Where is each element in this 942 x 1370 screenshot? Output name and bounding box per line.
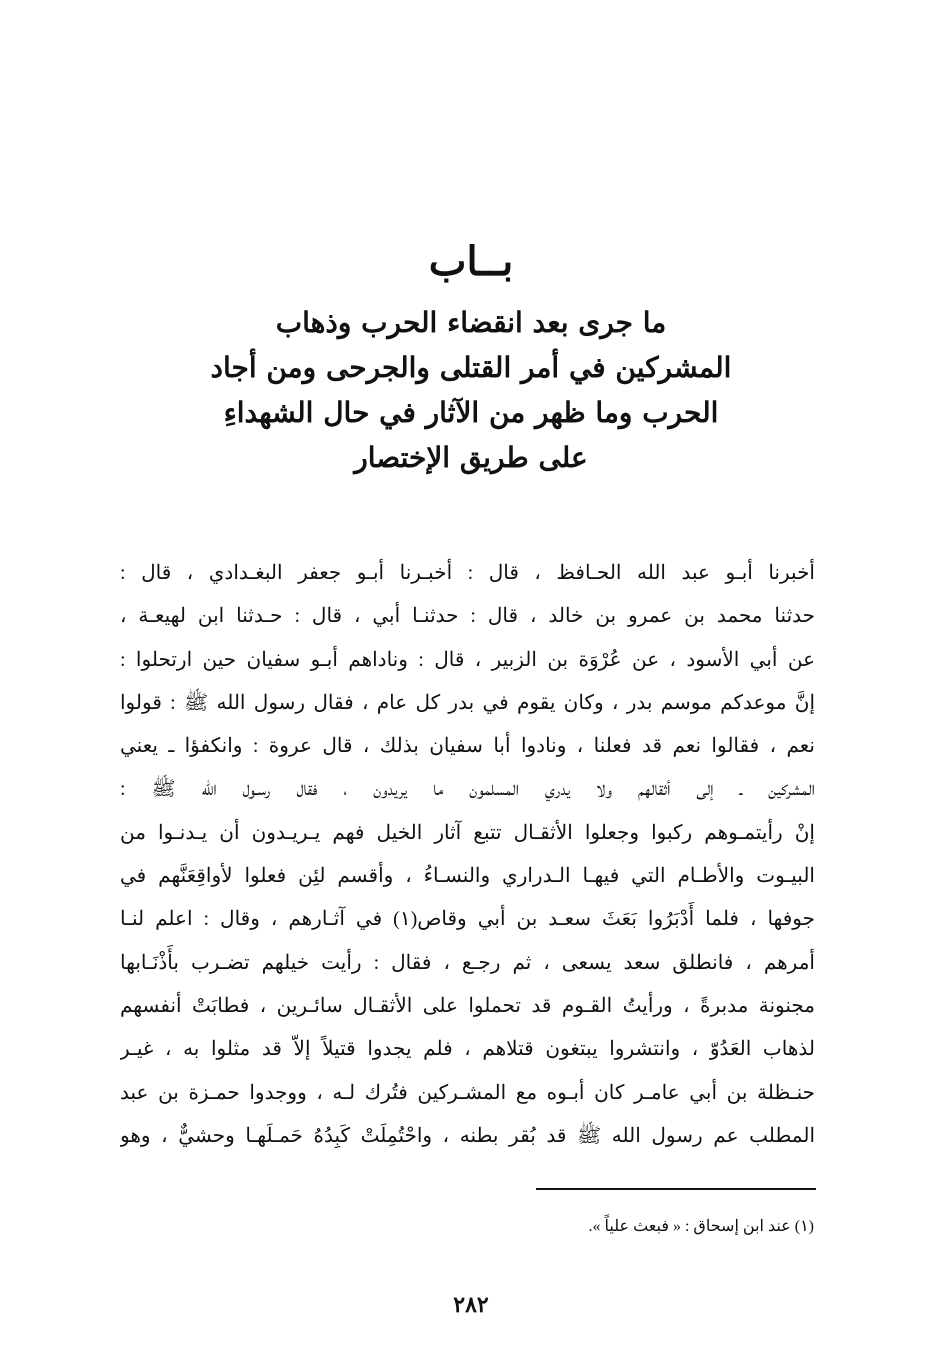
text-line: جوفها ، فلما أَدْبَرُوا بَعَثَ سعـد بن أبي وقاص(١) في آثـارهم ، وقال : اعلم لنـا <box>120 908 815 931</box>
text-line: أمرهم ، فانطلق سعد يسعى ، ثم رجـع ، فقال : رأيت خيلهم تضـرب بأَذْنَـابها <box>120 951 815 974</box>
text-line: أخبرنا أبـو عبد الله الحـافظ ، قال : أخبـرنا أبـو جعفر البغـدادي ، قال : <box>120 562 815 584</box>
text-line: نعم ، فقالوا نعم قد فعلنا ، ونادوا أبا سفيان بذلك ، قال عروة : وانكفؤا ـ يعني <box>120 735 815 758</box>
text-line: عن أبي الأسود ، عن عُرْوَة بن الزبير ، قال : وناداهم أبـو سفيان حين ارتحلوا : <box>120 648 815 671</box>
page-number: ٢٨٢ <box>453 1292 489 1318</box>
text-line: البيـوت والأطـام التي فيهـا الـدراري والنسـاءُ ، وأقسم لئِن فعلوا لأواقِعَنَّهم في <box>120 865 815 888</box>
footnote-divider <box>536 1188 816 1190</box>
body-paragraph <box>120 552 815 1158</box>
text-line: المطلب عم رسول الله ﷺ قد بُقر بطنه ، واحْتُمِلَتْ كَبِدُهُ حَمـلَهـا وحشيٌّ ، وهو <box>120 1124 815 1147</box>
chapter-title-line: المشركين في أمر القتلى والجرحى ومن أجاد <box>210 351 732 384</box>
text-line: حدثنا محمد بن عمرو بن خالد ، قال : حدثنـا أبي ، قال : حـدثنا ابن لهيعـة ، <box>120 605 815 628</box>
footnote: (١) عند ابن إسحاق : « فبعث علياً ». <box>588 1218 814 1235</box>
chapter-label: بــاب <box>428 238 514 285</box>
text-line: إنْ رأيتمـوهم ركبوا وجعلوا الأثقـال تتبع آثار الخيل فهم يـريـدون أن يـدنـوا من <box>120 821 815 844</box>
chapter-title-line: الحرب وما ظهر من الآثار في حال الشهداءِ <box>223 396 719 429</box>
chapter-heading <box>0 238 942 480</box>
text-line: حنـظلة بن أبي عامـر كان أبـوه مع المشـركين فتُرك لـه ، ووجدوا حمـزة بن عبد <box>120 1081 815 1104</box>
text-line: مجنونة مدبرةً ، ورأيتُ القـوم قد تحملوا على الأثقـال سائـرين ، فطابَتْ أنفسهم <box>120 994 815 1017</box>
text-line: إنَّ موعدكم موسم بدر ، وكان يقوم في بدر كل عام ، فقال رسول الله ﷺ : قولوا <box>120 691 815 714</box>
chapter-title-line: على طريق الإختصار <box>354 441 588 474</box>
text-line: المشركين ـ إلى أثقالهم ولا يدري المسلمون ما يريدون ، فقال رسـول الله ﷺ : <box>120 778 815 801</box>
text-line: لذهاب العَدُوّ ، وانتشروا يبتغون قتلاهم ، فلم يجدوا قتيلاً إلاّ قد مثلوا به ، غيـر <box>120 1038 815 1061</box>
chapter-title-line: ما جرى بعد انقضاء الحرب وذهاب <box>275 306 667 339</box>
